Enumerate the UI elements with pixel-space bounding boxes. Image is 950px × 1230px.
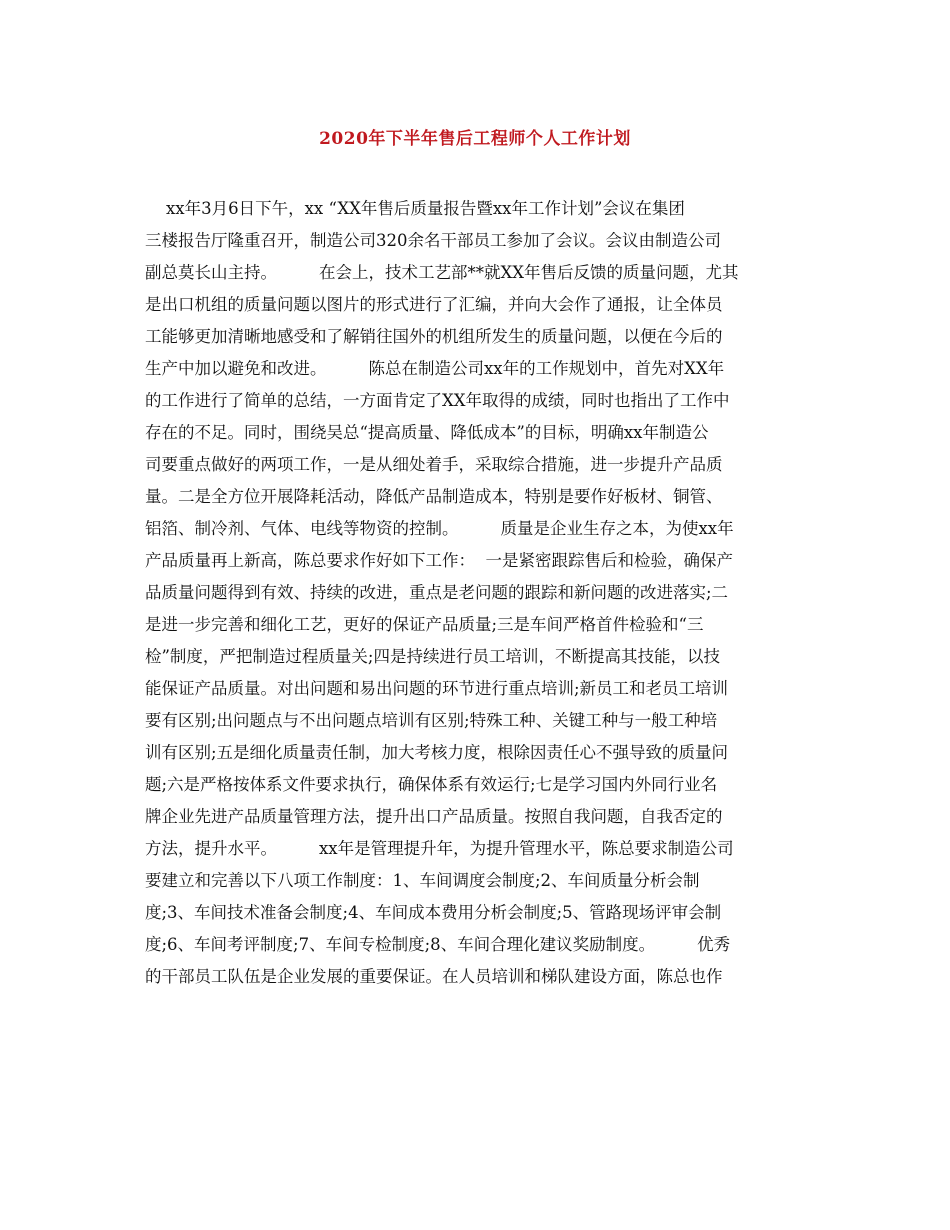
body-line: 司要重点做好的两项工作，一是从细处着手，采取综合措施，进一步提升产品质 [145,455,723,474]
body-line: 要建立和完善以下八项工作制度：1、车间调度会制度;2、车间质量分析会制 [145,871,700,890]
body-line: 量。二是全方位开展降耗活动，降低产品制造成本，特别是要作好板材、铜管、 [145,487,723,506]
body-line: 的干部员工队伍是企业发展的重要保证。在人员培训和梯队建设方面，陈总也作 [145,967,723,986]
body-line: 工能够更加清晰地感受和了解销往国外的机组所发生的质量问题，以便在今后的 [145,327,723,346]
body-line: 铝箔、制冷剂、气体、电线等物资的控制。 质量是企业生存之本，为使xx年 [145,519,734,538]
body-line: 副总莫长山主持。 在会上，技术工艺部**就XX年售后反馈的质量问题，尤其 [145,263,739,282]
body-line: 训有区别;五是细化质量责任制，加大考核力度，根除因责任心不强导致的质量问 [145,743,729,762]
body-line: 度;6、车间考评制度;7、车间专检制度;8、车间合理化建议奖励制度。 优秀 [145,935,731,954]
body-line: 能保证产品质量。对出问题和易出问题的环节进行重点培训;新员工和老员工培训 [145,679,729,698]
body-line: 产品质量再上新高，陈总要求作好如下工作： 一是紧密跟踪售后和检验，确保产 [145,551,733,570]
body-line: 要有区别;出问题点与不出问题点培训有区别;特殊工种、关键工种与一般工种培 [145,711,718,730]
document-title: 2020年下半年售后工程师个人工作计划 [319,129,631,149]
body-line: 生产中加以避免和改进。 陈总在制造公司xx年的工作规划中，首先对XX年 [145,359,725,378]
body-line: 的工作进行了简单的总结，一方面肯定了XX年取得的成绩，同时也指出了工作中 [145,391,730,410]
body-line: 检”制度，严把制造过程质量关;四是持续进行员工培训，不断提高其技能，以技 [145,647,720,666]
body-line: 度;3、车间技术准备会制度;4、车间成本费用分析会制度;5、管路现场评审会制 [145,903,722,922]
body-line: 三楼报告厅隆重召开，制造公司320余名干部员工参加了会议。会议由制造公司 [145,231,721,250]
body-line: xx年3月6日下午，xx “XX年售后质量报告暨xx年工作计划”会议在集团 [145,199,685,218]
body-line: 方法，提升水平。 xx年是管理提升年，为提升管理水平，陈总要求制造公司 [145,839,734,858]
body-line: 品质量问题得到有效、持续的改进，重点是老问题的跟踪和新问题的改进落实;二 [145,583,729,602]
body-line: 题;六是严格按体系文件要求执行，确保体系有效运行;七是学习国内外同行业名 [145,775,718,794]
body-line: 存在的不足。同时，围绕吴总“提高质量、降低成本”的目标，明确xx年制造公 [145,423,709,442]
body-line: 是进一步完善和细化工艺，更好的保证产品质量;三是车间严格首件检验和“三 [145,615,704,634]
document-body [145,193,805,993]
body-line: 牌企业先进产品质量管理方法，提升出口产品质量。按照自我问题，自我否定的 [145,807,723,826]
body-line: 是出口机组的质量问题以图片的形式进行了汇编，并向大会作了通报，让全体员 [145,295,723,314]
